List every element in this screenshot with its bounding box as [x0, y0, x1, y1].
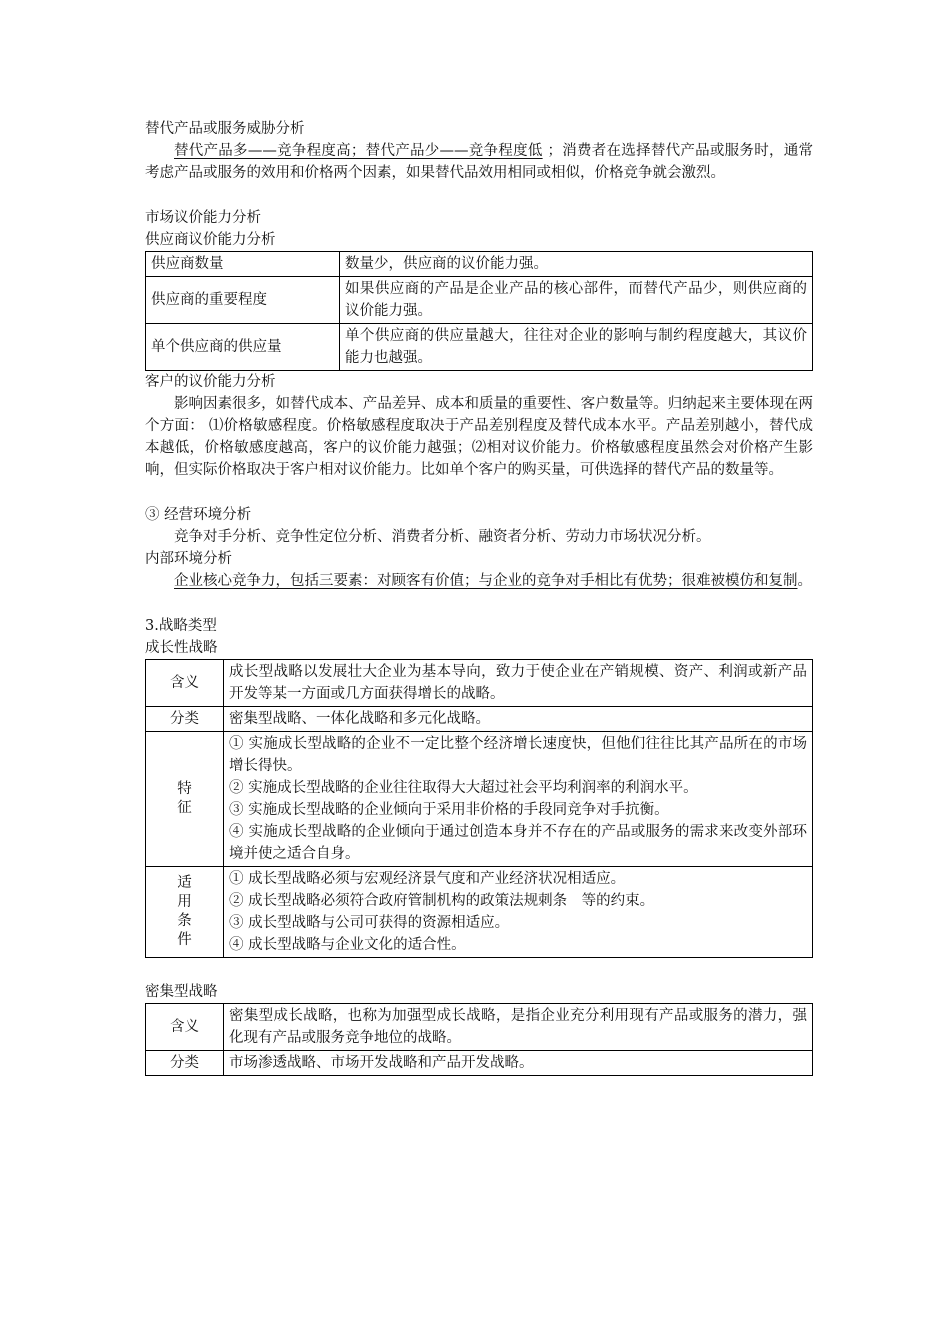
table-row	[146, 707, 813, 732]
growth-line: 成长型战略以发展壮大企业为基本导向，致力于使企业在产销规模、资产、利润或新产品开发等某一方面或几方面获得增长的战略。	[229, 664, 807, 702]
strategy-heading: 3.战略类型	[145, 618, 217, 634]
supplier-table	[145, 251, 813, 371]
supplier-label: 供应商数量	[146, 252, 340, 277]
growth-heading: 成长性战略	[145, 640, 218, 656]
table-row	[146, 252, 813, 277]
growth-text	[224, 732, 813, 867]
table-row	[146, 324, 813, 371]
internal-end-text: 。	[797, 573, 812, 589]
bargaining-heading: 市场议价能力分析	[145, 210, 261, 226]
intensive-text: 密集型成长战略，也称为加强型成长战略，是指企业充分利用现有产品或服务的潜力，强化现有产品或服务竞争地位的战略。	[224, 1004, 813, 1051]
growth-line: 密集型战略、一体化战略和多元化战略。	[229, 711, 490, 727]
customer-paragraph: 影响因素很多，如替代成本、产品差异、成本和质量的重要性、客户数量等。归纳起来主要体现在两个方面： ⑴价格敏感程度。价格敏感程度取决于产品差别程度及替代成本水平。产品差别越小，替代成本越低，价格敏感度越高，客户的议价能力越强；⑵相对议价能力。价格敏感程度虽然会对价格产生影响，但实际价格取决于客户相对议价能力。比如单个客户的购买量，可供选择的替代产品的数量等。	[145, 396, 813, 478]
supplier-label: 供应商的重要程度	[146, 277, 340, 324]
table-row	[146, 660, 813, 707]
substitute-rest-text: ；消费者在选择替代产品或服务时，通常考虑产品或服务的效用和价格两个因素，如果替代品效用相同或相似，价格竞争就会激烈。	[145, 143, 813, 181]
intensive-label: 分类	[146, 1051, 224, 1076]
growth-label: 分类	[146, 707, 224, 732]
growth-line: ③ 成长型战略与公司可获得的资源相适应。	[229, 915, 510, 931]
customer-heading: 客户的议价能力分析	[145, 374, 276, 390]
growth-text	[224, 660, 813, 707]
growth-line: ④ 成长型战略与企业文化的适合性。	[229, 937, 466, 953]
table-row	[146, 867, 813, 958]
internal-underlined-text: 企业核心竞争力，包括三要素：对顾客有价值；与企业的竞争对手相比有优势；很难被模仿和复制	[174, 573, 798, 589]
intensive-text: 市场渗透战略、市场开发战略和产品开发战略。	[224, 1051, 813, 1076]
growth-strategy-table	[145, 659, 813, 958]
growth-line: ② 实施成长型战略的企业往往取得大大超过社会平均利润率的利润水平。	[229, 780, 698, 796]
intensive-strategy-table	[145, 1003, 813, 1076]
table-row	[146, 1051, 813, 1076]
table-row	[146, 732, 813, 867]
table-row	[146, 1004, 813, 1051]
growth-text	[224, 707, 813, 732]
intensive-heading: 密集型战略	[145, 984, 218, 1000]
growth-label-conditions	[146, 867, 224, 958]
substitute-heading: 替代产品或服务威胁分析	[145, 121, 305, 137]
internal-paragraph	[145, 570, 813, 592]
supplier-text: 如果供应商的产品是企业产品的核心部件，而替代产品少，则供应商的议价能力强。	[340, 277, 813, 324]
operating-paragraph: 竞争对手分析、竞争性定位分析、消费者分析、融资者分析、劳动力市场状况分析。	[174, 529, 711, 545]
growth-label: 含义	[146, 660, 224, 707]
growth-text	[224, 867, 813, 958]
vertical-label: 适用条件	[177, 874, 192, 948]
growth-line: ① 成长型战略必须与宏观经济景气度和产业经济状况相适应。	[229, 871, 626, 887]
operating-heading: ③ 经营环境分析	[145, 507, 252, 523]
supplier-heading: 供应商议价能力分析	[145, 232, 276, 248]
internal-heading: 内部环境分析	[145, 551, 232, 567]
intensive-label: 含义	[146, 1004, 224, 1051]
table-row	[146, 277, 813, 324]
growth-line: ③ 实施成长型战略的企业倾向于采用非价格的手段同竞争对手抗衡。	[229, 802, 669, 818]
growth-line: ④ 实施成长型战略的企业倾向于通过创造本身并不存在的产品或服务的需求来改变外部环境并使之适合自身。	[229, 824, 807, 862]
supplier-text: 数量少，供应商的议价能力强。	[340, 252, 813, 277]
substitute-paragraph	[145, 140, 813, 184]
vertical-label: 特征	[177, 780, 192, 816]
growth-label-features	[146, 732, 224, 867]
supplier-text: 单个供应商的供应量越大，往往对企业的影响与制约程度越大，其议价能力也越强。	[340, 324, 813, 371]
document-page	[145, 118, 813, 1076]
supplier-label: 单个供应商的供应量	[146, 324, 340, 371]
substitute-underlined-text: 替代产品多——竞争程度高；替代产品少——竞争程度低	[174, 143, 543, 159]
growth-line: ① 实施成长型战略的企业不一定比整个经济增长速度快，但他们往往比其产品所在的市场增长得快。	[229, 736, 807, 774]
growth-line: ② 成长型战略必须符合政府管制机构的政策法规刺条 等的约束。	[229, 893, 655, 909]
